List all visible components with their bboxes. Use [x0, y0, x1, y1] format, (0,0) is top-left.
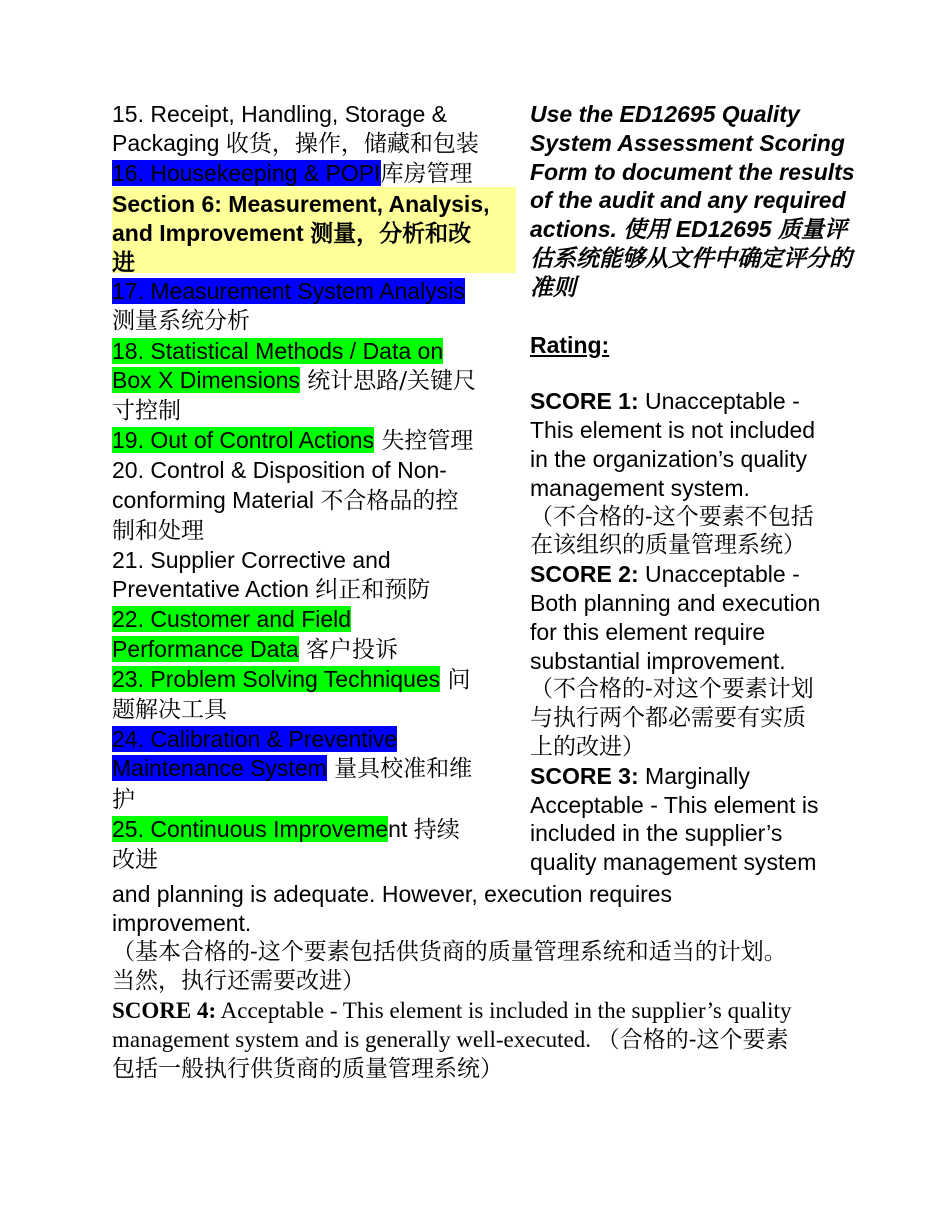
- item-23: 23. Problem Solving Techniques 问: [112, 665, 471, 693]
- item-22: 22. Customer and Field: [112, 606, 352, 633]
- right-column: [530, 100, 875, 877]
- bottom-paragraph: and planning is adequate. However, execution requires improvement. （基本合格的-这个要素包括供货商的质量管理系统和适当的计划。 当然，执行还需要改进） SCORE 4: Acceptable - This element is included in the supplier’s quality management system and is generally well-executed. （合格的-这个要素 包括一般执行供货商的质量管理系统）: [112, 880, 852, 1084]
- item-19: 19. Out of Control Actions 失控管理: [112, 427, 474, 455]
- section-6-heading: Section 6: Measurement, Analysis, and Improvement 测量，分析和改 进: [112, 190, 490, 277]
- rating-heading: Rating:: [530, 331, 610, 358]
- item-15: 15. Receipt, Handling, Storage &: [112, 101, 447, 127]
- score-1: SCORE 1: Unacceptable - This element is not included in the organization’s quality management system. （不合格的-这个要素不包括 在该组织的质量管理系统）: [530, 388, 816, 559]
- item-20: 20. Control & Disposition of Non-: [112, 457, 447, 484]
- score-4: SCORE 4: Acceptable - This element is included in the supplier’s quality: [112, 998, 792, 1023]
- score-3: SCORE 3: Marginally Acceptable - This element is included in the supplier’s quality management system: [530, 762, 819, 876]
- intro-paragraph: Use the ED12695 Quality System Assessment Scoring Form to document the results of the audit and any required actions. 使用 ED12695 质量评 估系统能够从文件中确定评分的 准则: [530, 101, 855, 300]
- score-2: SCORE 2: Unacceptable - Both planning and execution for this element require substantial improvement. （不合格的-对这个要素计划 与执行两个都必需要有实质 上的改进）: [530, 561, 821, 760]
- item-17: 17. Measurement System Analysis: [112, 278, 465, 305]
- item-16: 16. Housekeeping & POPI库房管理: [112, 160, 473, 188]
- item-18: 18. Statistical Methods / Data on: [112, 337, 444, 364]
- item-21: 21. Supplier Corrective and: [112, 547, 391, 574]
- left-column: 15. Receipt, Handling, Storage & Packaging 收货，操作，储藏和包装 16. Housekeeping & POPI库房管理 Section 6: Measurement, Analysis, and Improvement 测量，分析和改 进 17. Measurement System Analysis 测量系统分析 18. Statistical Methods / Data on Box X Dimensions 统计思路/关键尺 寸控制 19. Out of Control Actions 失控管理 20. Control & Disposition of Non- conforming Material 不合格品的控 制和处理 21. Supplier Corrective and Preventative Action 纠正和预防 22. Customer and Field Performance Data 客户投诉 23. Problem Solving Techniques 问 题解决工具 24. Calibration & Preventive Maintenance System 量具校准和维 护 25. Continuous Improvement 持续 改进: [112, 100, 512, 875]
- item-25: 25. Continuous Improvement 持续: [112, 815, 460, 843]
- item-24: 24. Calibration & Preventive: [112, 726, 398, 753]
